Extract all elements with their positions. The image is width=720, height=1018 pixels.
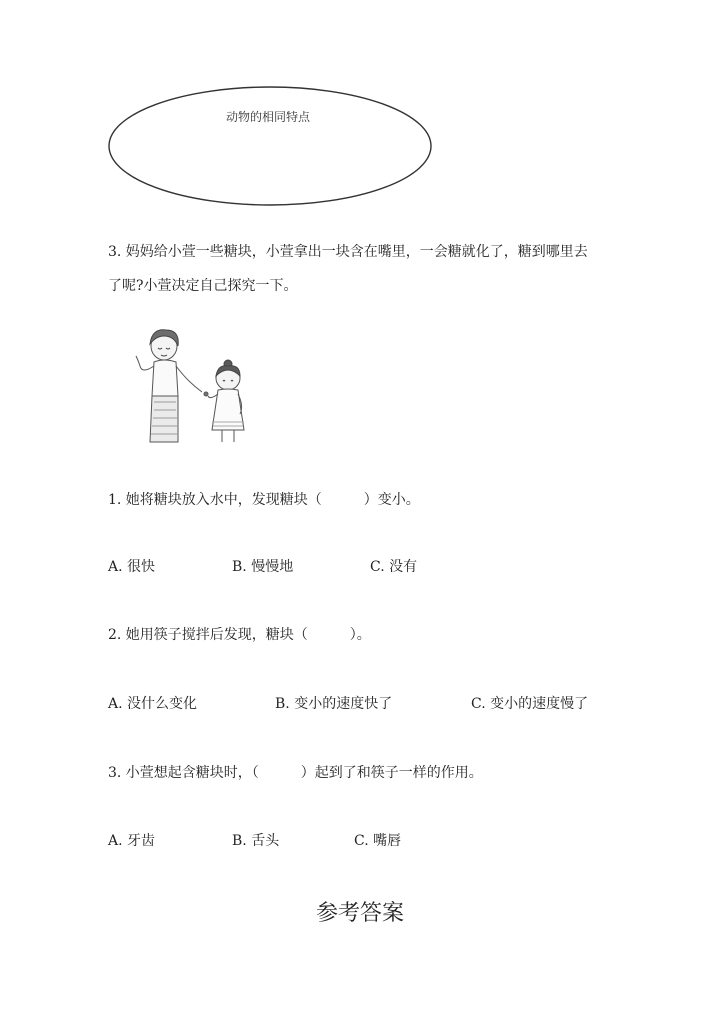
answers-heading: 参考答案 <box>315 901 404 926</box>
animal-traits-ellipse <box>106 84 436 210</box>
subquestion-1-prompt: 1. 她将糖块放入水中，发现糖块（ ）变小。 <box>108 492 420 508</box>
mother-and-girl-illustration <box>128 326 264 450</box>
ellipse-shape <box>106 84 436 210</box>
subquestion-3-option-c[interactable]: C. 嘴唇 <box>354 833 402 849</box>
question3-text-line2: 了呢?小萱决定自己探究一下。 <box>108 278 298 294</box>
subquestion-1-option-c[interactable]: C. 没有 <box>370 559 418 575</box>
question3-text-line1: 3. 妈妈给小萱一些糖块，小萱拿出一块含在嘴里，一会糖就化了，糖到哪里去 <box>108 244 588 260</box>
subquestion-3-option-b[interactable]: B. 舌头 <box>232 833 280 849</box>
ellipse-label: 动物的相同特点 <box>226 110 311 124</box>
subquestion-1-option-b[interactable]: B. 慢慢地 <box>232 559 294 575</box>
subquestion-3-option-a[interactable]: A. 牙齿 <box>108 833 156 849</box>
subquestion-3-prompt: 3. 小萱想起含糖块时，（ ）起到了和筷子一样的作用。 <box>108 765 483 781</box>
subquestion-2-option-b[interactable]: B. 变小的速度快了 <box>275 696 393 712</box>
illustration-drawing <box>128 326 264 450</box>
subquestion-2-option-c[interactable]: C. 变小的速度慢了 <box>471 696 589 712</box>
subquestion-2-prompt: 2. 她用筷子搅拌后发现，糖块（ ）。 <box>108 627 371 643</box>
subquestion-1-option-a[interactable]: A. 很快 <box>108 559 156 575</box>
subquestion-2-option-a[interactable]: A. 没什么变化 <box>108 696 198 712</box>
